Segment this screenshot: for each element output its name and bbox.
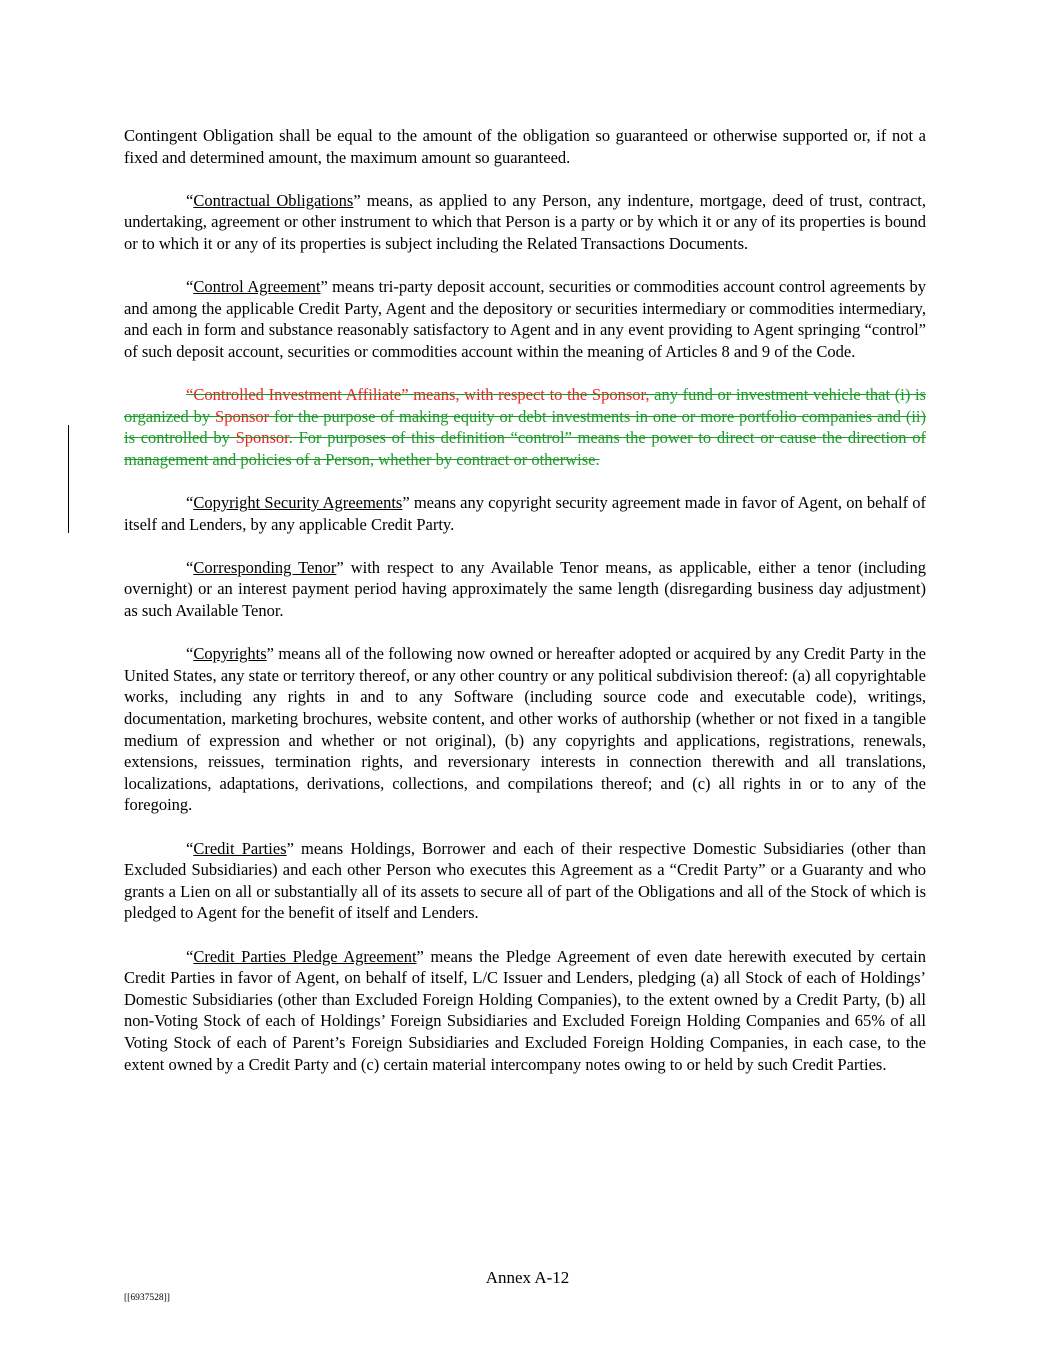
defined-term: Control Agreement <box>193 277 321 297</box>
document-page <box>124 125 926 1097</box>
deleted-definition-controlled-investment-affiliate <box>124 384 926 470</box>
deleted-text-red: Sponsor <box>235 428 289 448</box>
definition-credit-parties: “Credit Parties” means Holdings, Borrower and each of their respective Domestic Subsidiaries (other than Excluded Subsidiaries) and each other Person who executes this Agreement as a “Credit Party” or a Guaranty and who grants a Lien on all or substantially all of its assets to secure all of part of the Obligations and all of the Stock of which is pledged to Agent for the benefit of itself and Lenders. <box>124 838 926 923</box>
defined-term: Copyright Security Agreements <box>193 493 403 513</box>
defined-term: Corresponding Tenor <box>193 557 337 577</box>
definition-credit-parties-pledge-agreement: “Credit Parties Pledge Agreement” means the Pledge Agreement of even date herewith executed by certain Credit Parties in favor of Agent, on behalf of itself, L/C Issuer and Lenders, pledging (a) all Stock of each of Holdings’ Domestic Subsidiaries (other than Excluded Foreign Holding Companies), to the extent owned by a Credit Party, (b) all non-Voting Stock of each of Holdings’ Foreign Subsidiaries and Excluded Foreign Holding Companies and 65% of all Voting Stock of each of Parent’s Foreign Subsidiaries and Excluded Foreign Holding Companies, in each case, to the extent owned by a Credit Party and (c) certain material intercompany notes owing to or held by such Credit Parties. <box>124 946 926 1074</box>
definition-copyrights: “Copyrights” means all of the following now owned or hereafter adopted or acquired by any Credit Party in the United States, any state or territory thereof, or any other country or any political subdivision thereof: (a) all copyrightable works, including any rights in and to any Software (including source code and executable code), writings, documentation, marketing brochures, website content, and other works of authorship (whether or not fixed in a tangible medium of expression and whether or not original), (b) any copyrights and applications, registrations, renewals, extensions, reissues, termination rights, and reversionary interests in connection therewith and all translations, localizations, adaptations, derivations, collections, and compilations thereof; and (c) all rights in or to any of the foregoing. <box>124 644 926 815</box>
deleted-text-red: Sponsor <box>215 406 270 426</box>
defined-term: Credit Parties <box>193 838 287 858</box>
change-bar <box>68 425 69 533</box>
defined-term: Copyrights <box>193 644 267 664</box>
definition-corresponding-tenor: “Corresponding Tenor” with respect to any Available Tenor means, as applicable, either a tenor (including overnight) or an interest payment period having approximately the same length (disregarding business day adjustment) as such Available Tenor. <box>124 557 926 621</box>
page-footer-label: Annex A-12 <box>485 1268 570 1287</box>
definition-control-agreement: “Control Agreement” means tri-party deposit account, securities or commodities account control agreements by and among the applicable Credit Party, Agent and the depository or securities intermediary or commodities intermediary, and each in form and substance reasonably satisfactory to Agent and in any event providing to Agent springing “control” of such deposit account, securities or commodities account within the meaning of Articles 8 and 9 of the Code. <box>124 277 927 361</box>
deleted-text-green: . For purposes of this definition “control” means the power to direct or cause the direction of management and policies of a Person, whether by contract or otherwise. <box>124 428 927 469</box>
definition-contractual-obligations: “Contractual Obligations” means, as applied to any Person, any indenture, mortgage, deed of trust, contract, undertaking, agreement or other instrument to which that Person is a party or by which it or any of its properties is bound or to which it or any of its properties is subject including the Related Transactions Documents. <box>124 190 926 253</box>
defined-term: Contractual Obligations <box>193 190 354 210</box>
definition-copyright-security-agreements: “Copyright Security Agreements” means any copyright security agreement made in favor of Agent, on behalf of itself and Lenders, by any applicable Credit Party. <box>124 493 926 534</box>
deleted-text-green: any fund or investment vehicle that (i) is organized by <box>124 385 926 426</box>
paragraph-contingent-obligation-continued: Contingent Obligation shall be equal to the amount of the obligation so guaranteed or otherwise supported or, if not a fixed and determined amount, the maximum amount so guaranteed. <box>124 126 926 167</box>
document-id: [[6937528]] <box>124 1293 170 1303</box>
deleted-text-red: “Controlled Investment Affiliate” means, with respect to the Sponsor, <box>186 385 650 405</box>
defined-term: Credit Parties Pledge Agreement <box>193 946 417 966</box>
deleted-text-green: for the purpose of making equity or debt investments in one or more portfolio companies and (ii) is controlled by <box>124 406 926 448</box>
